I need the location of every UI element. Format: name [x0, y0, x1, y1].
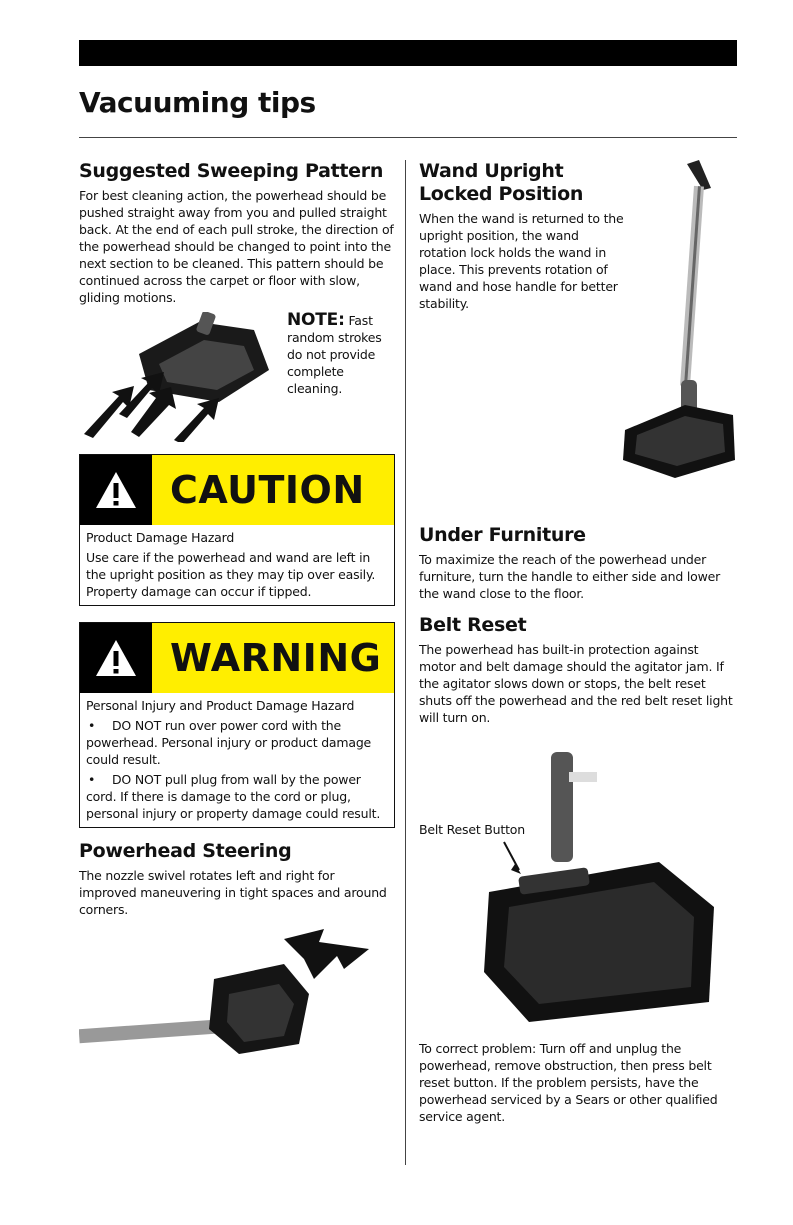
- warning-hazard: Personal Injury and Product Damage Hazard: [86, 697, 355, 713]
- warning-triangle-icon: [80, 623, 152, 693]
- caution-box: [79, 454, 395, 606]
- belt-correct: To correct problem: Turn off and unplug the powerhead, remove obstruction, then press belt reset button. If the problem persists, have the powerhead serviced by a Sears or other qualified service agent.: [419, 1040, 718, 1124]
- belt-reset-label: Belt Reset Button: [419, 821, 525, 837]
- upright-wand-illustration: [615, 160, 740, 490]
- belt-heading: Belt Reset: [419, 613, 527, 636]
- caution-label: CAUTION: [152, 455, 394, 525]
- powerhead-arrows-illustration: [79, 312, 284, 442]
- page-title: Vacuuming tips: [79, 86, 316, 119]
- wand-body: When the wand is returned to the upright position, the wand rotation lock holds the wand in place. This prevents rotation of wand and hose handle for better stability.: [419, 210, 624, 311]
- sweeping-section: [79, 160, 395, 442]
- sweeping-heading: Suggested Sweeping Pattern: [79, 160, 384, 182]
- header-bar: [79, 40, 737, 66]
- title-divider: [79, 137, 737, 138]
- warning-item: • DO NOT run over power cord with the powerhead. Personal injury or product damage could result.: [86, 717, 388, 768]
- column-divider: [405, 160, 406, 1165]
- sweeping-body: For best cleaning action, the powerhead should be pushed straight away from you and pulled straight back. At the end of each pull stroke, the direction of the powerhead should be changed to point into the next section to be cleaned. This pattern should be continued across the carpet or floor with slow, gliding motions.: [79, 187, 394, 305]
- belt-reset-illustration: [419, 742, 737, 1032]
- wand-heading: Wand Upright Locked Position: [419, 160, 584, 205]
- caution-text: Use care if the powerhead and wand are left in the upright position as they may tip over easily. Property damage can occur if tipped.: [86, 549, 376, 599]
- steering-heading: Powerhead Steering: [79, 839, 292, 862]
- furniture-body: To maximize the reach of the powerhead under furniture, turn the handle to either side and lower the wand close to the floor.: [419, 551, 721, 601]
- caution-hazard: Product Damage Hazard: [86, 529, 235, 545]
- warning-item: • DO NOT pull plug from wall by the power cord. If there is damage to the cord or plug, personal injury or property damage could result.: [86, 771, 388, 822]
- steering-section: [79, 840, 395, 1074]
- furniture-heading: Under Furniture: [419, 524, 586, 546]
- left-column: [79, 160, 395, 1074]
- right-column: [419, 160, 737, 1125]
- note-label: NOTE:: [287, 309, 345, 330]
- warning-list: [86, 717, 388, 822]
- sweeping-figure: [79, 309, 395, 442]
- powerhead-steering-illustration: [79, 924, 395, 1074]
- steering-body: The nozzle swivel rotates left and right for improved maneuvering in tight spaces and around corners.: [79, 867, 387, 917]
- warning-triangle-icon: [80, 455, 152, 525]
- steering-figure: [79, 924, 395, 1074]
- wand-section: [419, 160, 737, 510]
- belt-figure: [419, 732, 737, 1052]
- belt-body: The powerhead has built-in protection against motor and belt damage should the agitator jam. If the agitator slows down or stops, the belt reset shuts off the powerhead and the red belt reset light will turn on.: [419, 641, 733, 725]
- belt-section: [419, 614, 737, 1125]
- note: [287, 309, 397, 397]
- note-text: Fast random strokes do not provide complete cleaning.: [287, 312, 382, 396]
- furniture-section: [419, 524, 737, 602]
- warning-box: [79, 622, 395, 828]
- warning-label: WARNING: [152, 623, 394, 693]
